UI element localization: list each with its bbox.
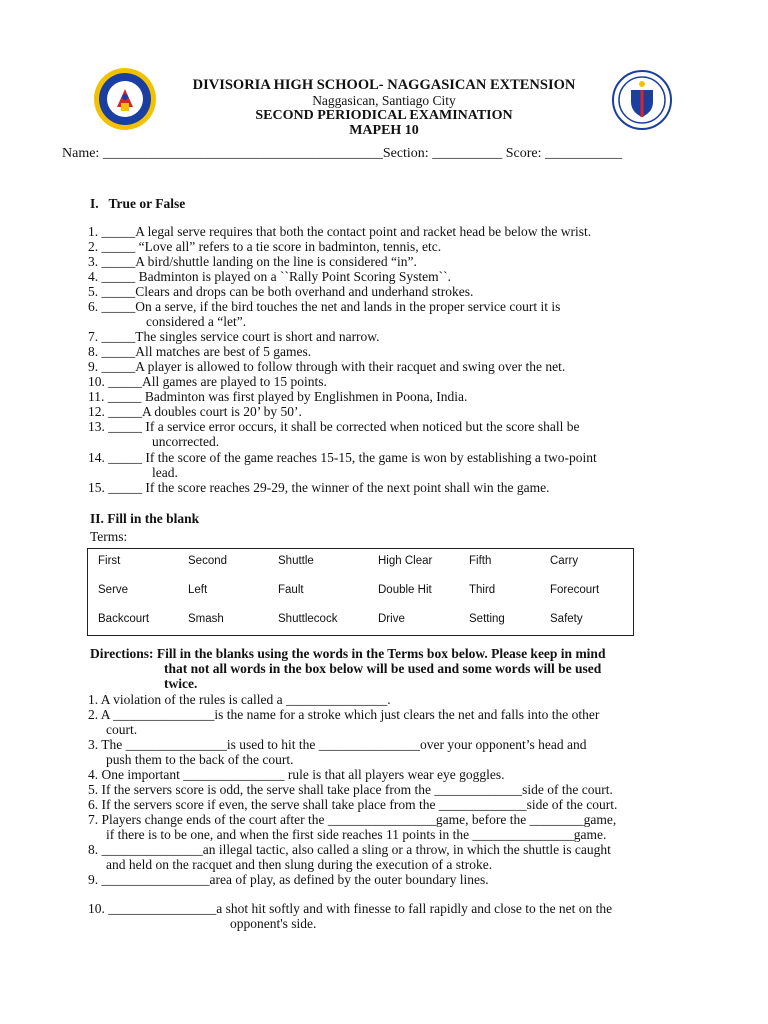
list-item: 10. ________________a shot hit softly and with finesse to fall rapidly and close to the net on the opponent's side. [88,901,613,931]
section-true-false-title: I. True or False [90,196,186,211]
term-cell: Shuttle [278,555,314,567]
term-cell: Forecourt [550,584,600,596]
list-item: 3. The _______________is used to hit the _______________over your opponent’s head and push them to the back of the court. [88,737,587,767]
list-item: 5. If the servers score is odd, the serve shall take place from the _____________side of the court. [88,782,613,797]
term-cell: Backcourt [98,613,150,625]
list-item: 6. _____On a serve, if the bird touches the net and lands in the proper service court it is considered a “let”. [88,299,561,329]
section-fill-blank-title: II. Fill in the blank [90,511,200,526]
school-name: DIVISORIA HIGH SCHOOL- NAGGASICAN EXTENSION [192,77,576,93]
list-item: 1. A violation of the rules is called a _______________. [88,692,391,707]
term-cell: Left [188,584,208,596]
term-cell: Serve [98,584,129,596]
list-item: 11. _____ Badminton was first played by Englishmen in Poona, India. [88,389,468,404]
list-item: 15. _____ If the score reaches 29-29, the winner of the next point shall win the game. [88,480,550,495]
list-item: 8. _____All matches are best of 5 games. [88,344,312,359]
true-false-list [88,224,708,495]
terms-label: Terms: [90,529,128,544]
name-section-score-line: Name: ________________________________________Section: __________ Score: ___________ [62,146,622,161]
school-location: Naggasican, Santiago City [312,93,456,108]
list-item: 7. _____The singles service court is short and narrow. [88,329,380,344]
term-cell: Drive [378,613,405,625]
term-cell: Carry [550,555,579,567]
list-item: 7. Players change ends of the court after the ________________game, before the ________game, if there is to be one, and when the first side reaches 11 points in the _______________game. [88,812,617,842]
list-item: 13. _____ If a service error occurs, it shall be corrected when noticed but the score shall be uncorrected. [88,419,580,449]
list-item: 9. _____A player is allowed to follow through with their racquet and swing over the net. [88,359,566,374]
directions-text: Directions: Fill in the blanks using the words in the Terms box below. Please keep in mind that not all words in the box below will be used and some words will be used twice. [90,646,606,691]
fill-blank-list [88,692,688,931]
term-cell: Third [469,584,496,596]
term-cell: Setting [469,613,505,625]
list-item: 5. _____Clears and drops can be both overhand and underhand strokes. [88,284,474,299]
list-item: 3. _____A bird/shuttle landing on the line is considered “in”. [88,254,417,269]
list-item: 6. If the servers score if even, the serve shall take place from the _____________side of the court. [88,797,618,812]
list-item: 4. _____ Badminton is played on a ``Rally Point Scoring System``. [88,269,451,284]
term-cell: Safety [550,613,583,625]
term-cell: Fault [278,584,304,596]
list-item: 9. ________________area of play, as defined by the outer boundary lines. [88,872,489,887]
list-item: 4. One important _______________ rule is that all players wear eye goggles. [88,767,505,782]
list-item: 2. _____ “Love all” refers to a tie score in badminton, tennis, etc. [88,239,442,254]
term-cell: First [98,555,121,567]
subject-title: MAPEH 10 [349,123,419,138]
list-item: 14. _____ If the score of the game reaches 15-15, the game is won by establishing a two-point lead. [88,450,597,480]
term-cell: Double Hit [378,584,432,596]
term-cell: Second [188,555,228,567]
list-item: 2. A _______________is the name for a stroke which just clears the net and falls into the other court. [88,707,600,737]
list-item: 12. _____A doubles court is 20’ by 50’. [88,404,302,419]
term-cell: Shuttlecock [278,613,338,625]
exam-title: SECOND PERIODICAL EXAMINATION [255,108,513,123]
term-cell: Smash [188,613,224,625]
list-item: 1. _____A legal serve requires that both the contact point and racket head be below the wrist. [88,224,592,239]
list-item: 8. _______________an illegal tactic, also called a sling or a throw, in which the shuttle is caught and held on the racquet and then slung during the execution of a stroke. [88,842,611,872]
term-cell: Fifth [469,555,492,567]
term-cell: High Clear [378,555,433,567]
terms-box [87,548,634,636]
list-item: 10. _____All games are played to 15 points. [88,374,327,389]
